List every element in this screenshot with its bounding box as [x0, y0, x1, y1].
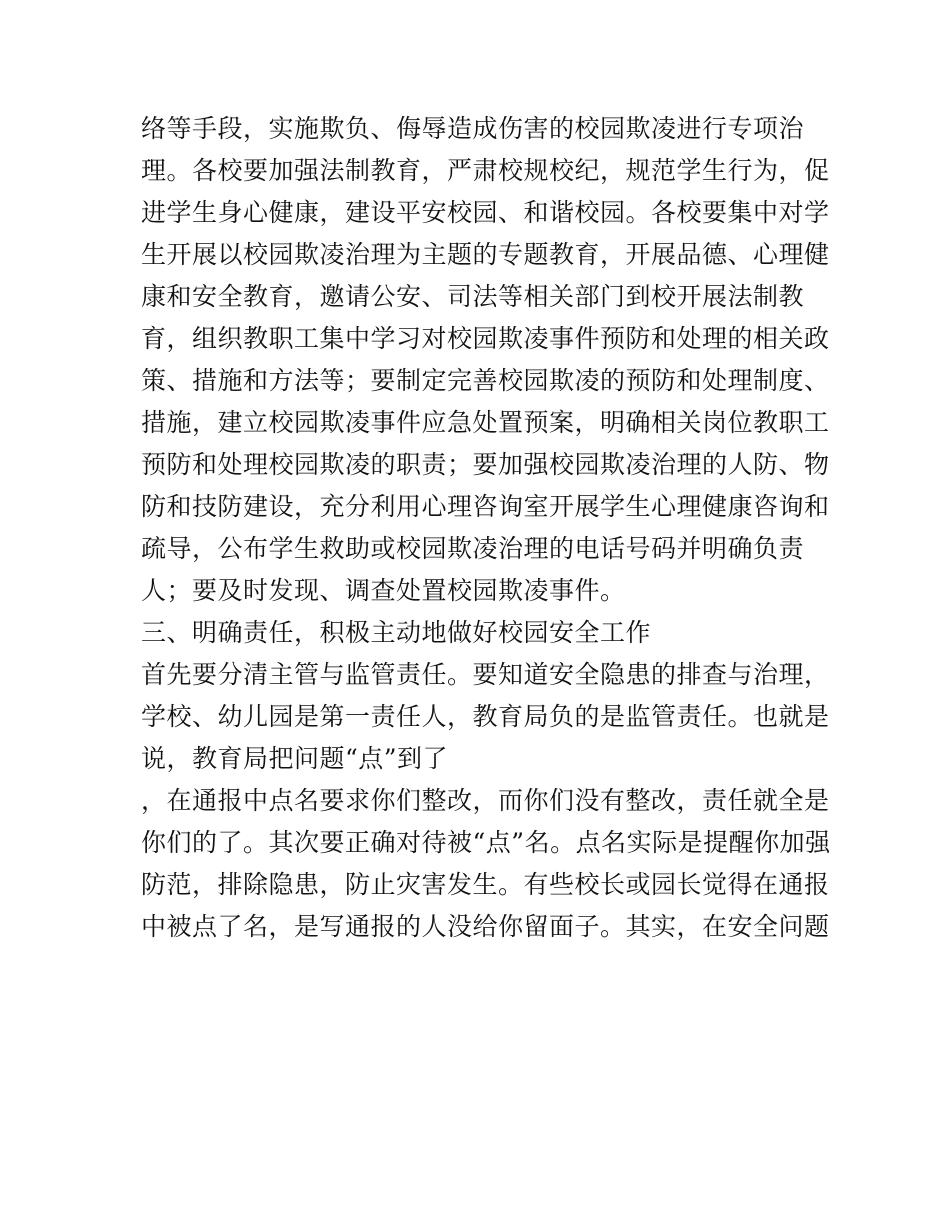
text-line: 康和安全教育，邀请公安、司法等相关部门到校开展法制教	[141, 282, 805, 311]
text-line: 说，教育局把问题“点”到了	[141, 744, 449, 773]
text-line: 防和技防建设，充分利用心理咨询室开展学生心理健康咨询和	[141, 492, 830, 521]
text-line: 中被点了名，是写通报的人没给你留面子。其实，在安全问题	[141, 912, 830, 941]
body-text	[141, 108, 831, 948]
text-line: 学校、幼儿园是第一责任人，教育局负的是监管责任。也就是	[141, 702, 830, 731]
text-line: 措施，建立校园欺凌事件应急处置预案，明确相关岗位教职工	[141, 408, 830, 437]
text-line: 进学生身心健康，建设平安校园、和谐校园。各校要集中对学	[141, 198, 830, 227]
text-line: 首先要分清主管与监管责任。要知道安全隐患的排查与治理，	[141, 660, 830, 689]
text-line: 人；要及时发现、调查处置校园欺凌事件。	[141, 576, 626, 605]
text-line: 预防和处理校园欺凌的职责；要加强校园欺凌治理的人防、物	[141, 450, 830, 479]
text-line: 生开展以校园欺凌治理为主题的专题教育，开展品德、心理健	[141, 240, 830, 269]
section-heading: 三、明确责任，积极主动地做好校园安全工作	[141, 618, 652, 647]
text-line: 育，组织教职工集中学习对校园欺凌事件预防和处理的相关政	[141, 324, 830, 353]
text-line: 你们的了。其次要正确对待被“点”名。点名实际是提醒你加强	[141, 828, 831, 857]
text-line: 疏导，公布学生救助或校园欺凌治理的电话号码并明确负责	[141, 534, 805, 563]
text-line: 络等手段，实施欺负、侮辱造成伤害的校园欺凌进行专项治	[141, 114, 805, 143]
text-line: ，在通报中点名要求你们整改，而你们没有整改，责任就全是	[141, 786, 830, 815]
text-line: 理。各校要加强法制教育，严肃校规校纪，规范学生行为，促	[141, 156, 830, 185]
text-line: 防范，排除隐患，防止灾害发生。有些校长或园长觉得在通报	[141, 870, 830, 899]
text-line: 策、措施和方法等；要制定完善校园欺凌的预防和处理制度、	[141, 366, 830, 395]
